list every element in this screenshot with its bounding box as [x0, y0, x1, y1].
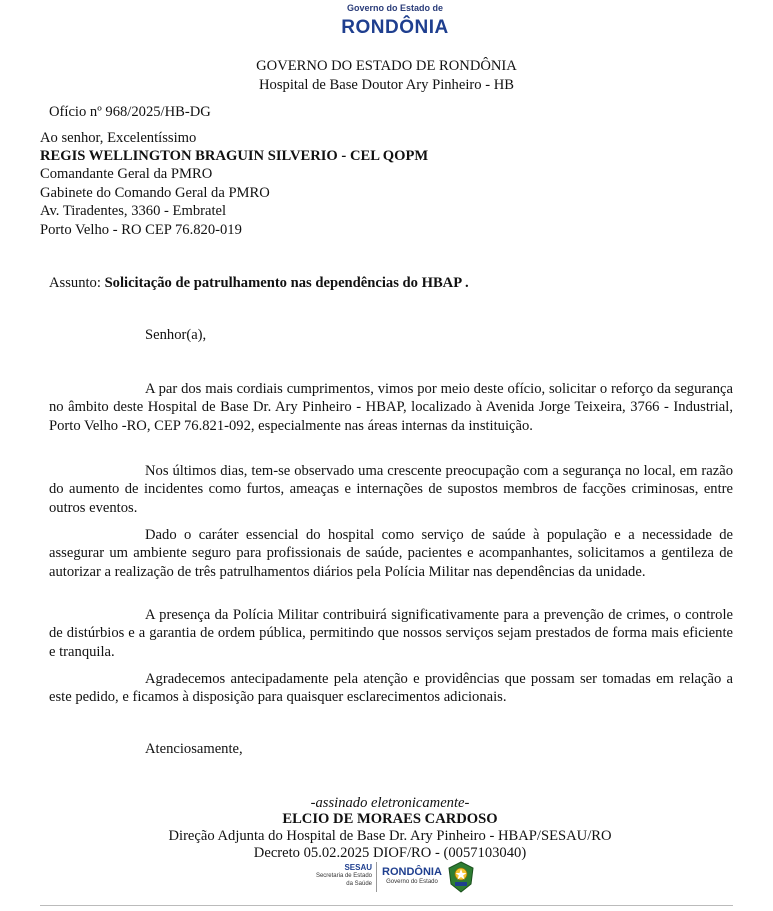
sesau-logo: SESAU Secretaria de Estado da Saúde	[315, 863, 372, 887]
subject-text: Solicitação de patrulhamento nas dependências do HBAP .	[104, 275, 469, 291]
recipient-line: Porto Velho - RO CEP 76.820-019	[40, 222, 242, 238]
closing: Atenciosamente,	[145, 741, 243, 757]
signature-note: -assinado eletronicamente-	[310, 795, 470, 811]
header-org: GOVERNO DO ESTADO DE RONDÔNIA	[256, 58, 517, 74]
recipient-line: Gabinete do Comando Geral da PMRO	[40, 185, 270, 201]
logo-top-line: Governo do Estado de	[346, 3, 443, 13]
footer-divider	[40, 905, 733, 906]
header-unit: Hospital de Base Doutor Ary Pinheiro - HB	[259, 77, 514, 93]
body-paragraph: Nos últimos dias, tem-se observado uma crescente preocupação com a segurança no local, em razão do aumento de incidentes como furtos, ameaças e internações de supostos membros de facções criminosas, entre outros eventos.	[49, 463, 733, 516]
rondonia-footer-logo: RONDÔNIA Governo do Estado	[382, 866, 442, 885]
logo-brand: RONDÔNIA	[341, 17, 449, 38]
body-paragraph: Agradecemos antecipadamente pela atenção e providências que possam ser tomadas em relação a este pedido, e ficamos à disposição para quaisquer esclarecimentos adicionais.	[49, 671, 733, 706]
body-paragraph: A presença da Polícia Militar contribuirá significativamente para a prevenção de crimes, o controle de distúrbios e a garantia de ordem pública, permitindo que nossos serviços sejam prestados de forma mais eficiente e tranquila.	[49, 607, 733, 660]
footer-logos	[300, 858, 480, 898]
body-paragraph: A par dos mais cordiais cumprimentos, vimos por meio deste ofício, solicitar o reforço da segurança no âmbito deste Hospital de Base Dr. Ary Pinheiro - HBAP, localizado à Avenida Jorge Teixeira, 3766 - Industrial, Porto Velho -RO, CEP 76.821-092, especialmente nas áreas internas da instituição.	[49, 381, 733, 434]
oficio-number: Ofício nº 968/2025/HB-DG	[49, 104, 211, 120]
state-coat-of-arms-icon	[446, 860, 476, 894]
greeting: Senhor(a),	[145, 327, 207, 343]
subject	[49, 275, 469, 292]
signature-decree: Decreto 05.02.2025 DIOF/RO - (0057103040)	[253, 845, 527, 861]
state-logo-header	[330, 0, 460, 44]
recipient-line: Av. Tiradentes, 3360 - Embratel	[40, 203, 227, 219]
signature-role: Direção Adjunta do Hospital de Base Dr. Ary Pinheiro - HBAP/SESAU/RO	[168, 828, 612, 844]
recipient-name: REGIS WELLINGTON BRAGUIN SILVERIO - CEL QOPM	[40, 148, 429, 164]
logo-divider	[376, 862, 377, 892]
signature-name: ELCIO DE MORAES CARDOSO	[282, 811, 498, 827]
body-paragraph: Dado o caráter essencial do hospital como serviço de saúde à população e a necessidade de assegurar um ambiente seguro para profissionais de saúde, pacientes e acompanhantes, solicitamos a gentileza de autorizar a realização de três patrulhamentos diários pela Polícia Militar nas dependências da unidade.	[49, 527, 733, 580]
recipient-line: Comandante Geral da PMRO	[40, 166, 213, 182]
subject-label: Assunto:	[49, 275, 101, 291]
recipient-salutation: Ao senhor, Excelentíssimo	[40, 130, 197, 146]
